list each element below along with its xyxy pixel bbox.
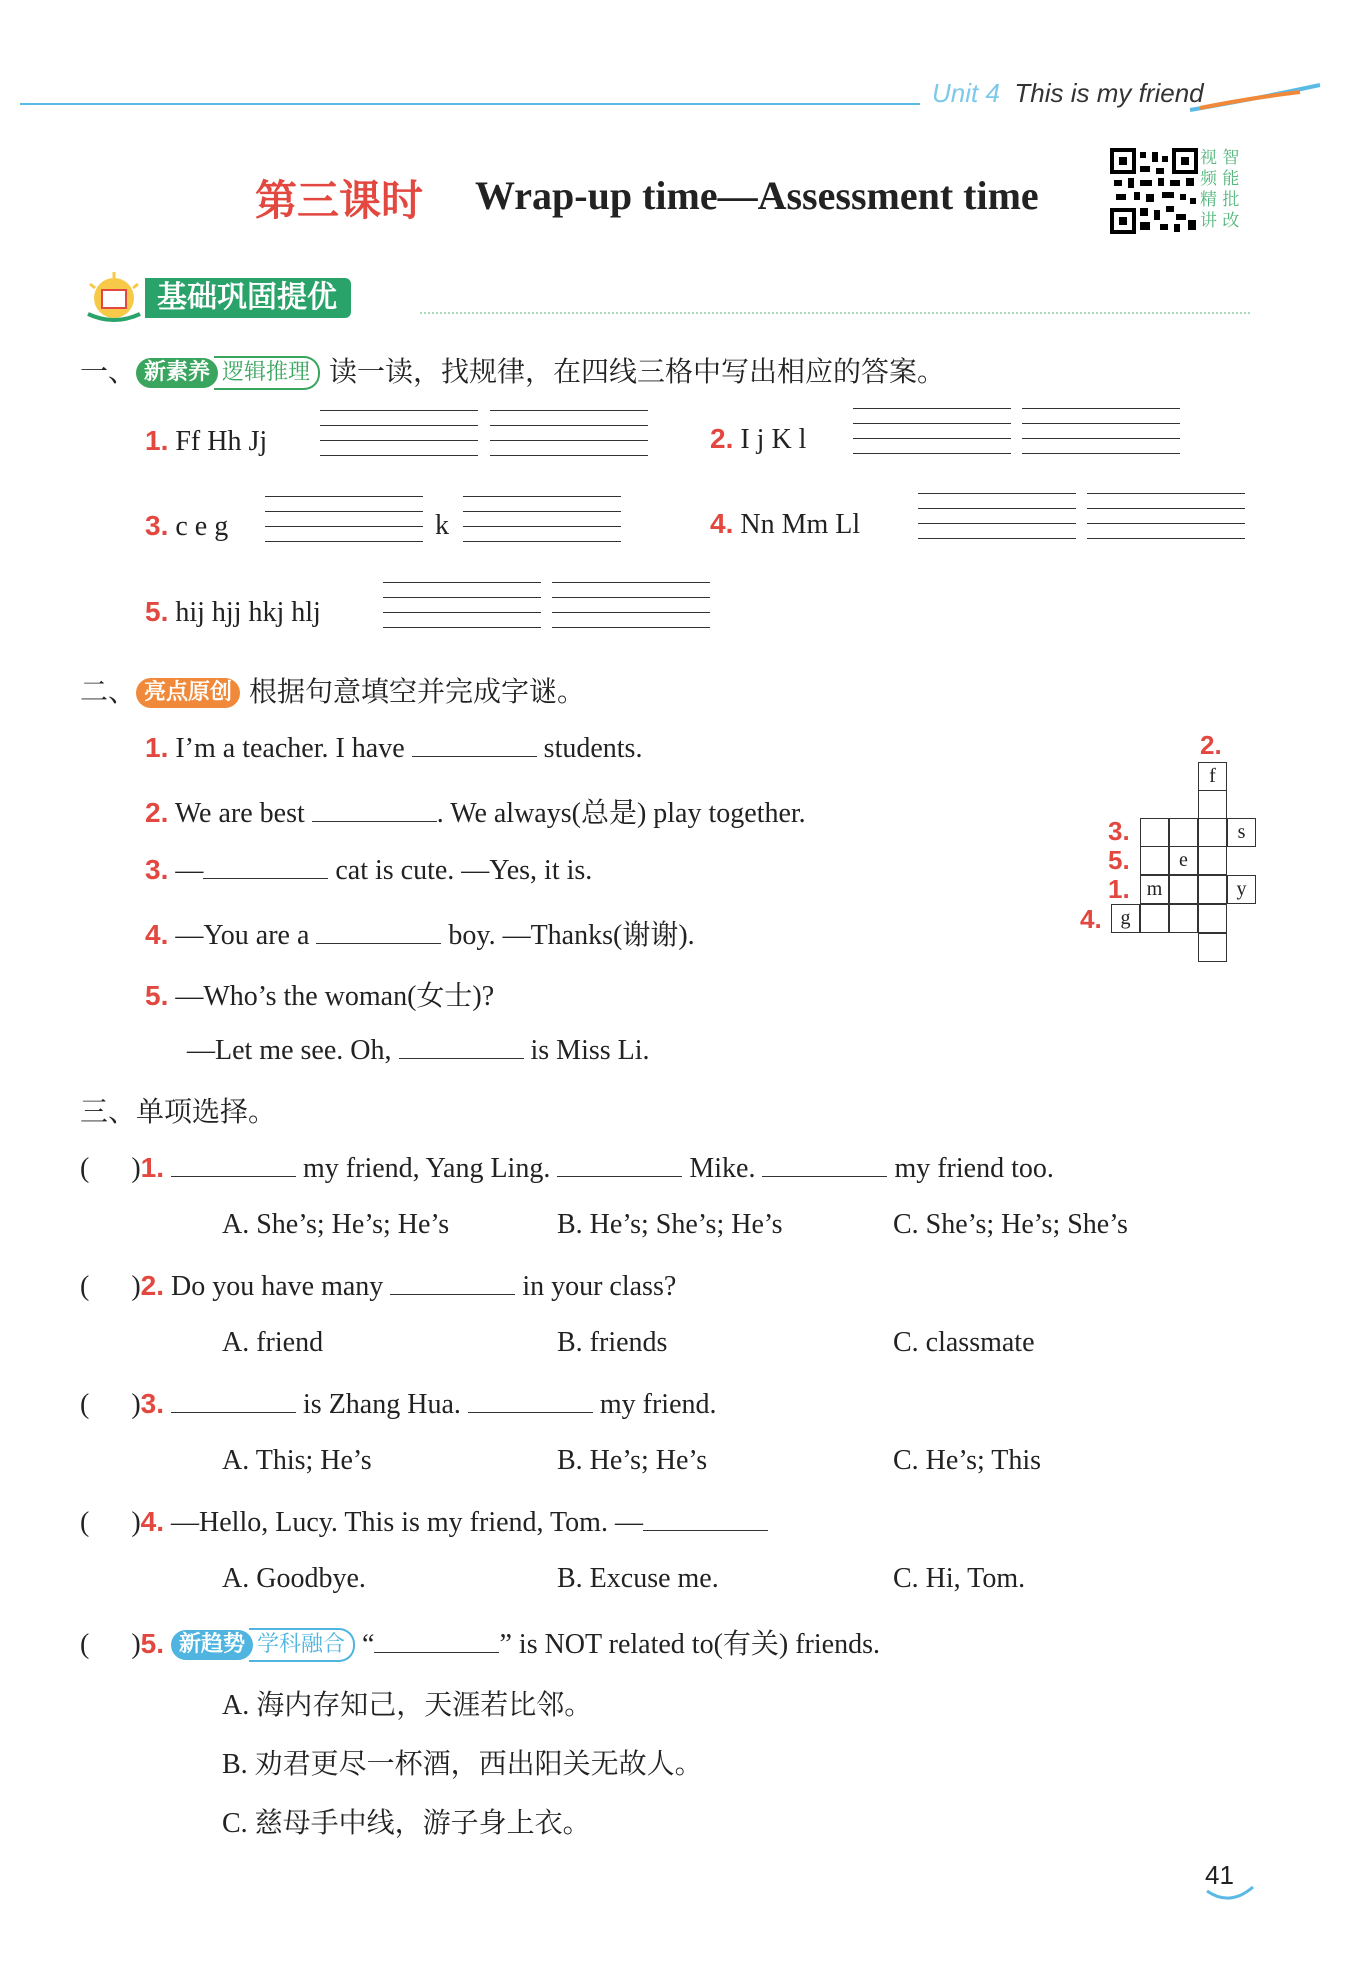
crossword-cell[interactable]: g: [1111, 904, 1140, 933]
p3-q1-opt-a[interactable]: A. She’s; He’s; He’s: [222, 1209, 450, 1240]
crossword-puzzle: [1080, 730, 1280, 970]
four-line-grid[interactable]: [320, 410, 478, 456]
part2-instruction: 根据句意填空并完成字谜。: [248, 675, 585, 708]
p3-q3-opt-c[interactable]: C. He’s; This: [893, 1445, 1042, 1476]
cw-label-4: 4.: [1080, 904, 1102, 934]
crossword-cell[interactable]: [1140, 818, 1169, 847]
crossword-cell[interactable]: [1198, 790, 1227, 819]
part1-heading: 一、 新素养 逻辑推理 读一读，找规律，在四线三格中写出相应的答案。: [80, 355, 945, 388]
answer-blank[interactable]: [374, 1626, 499, 1653]
crossword-cell[interactable]: m: [1140, 875, 1169, 904]
p3-q1-opt-b[interactable]: B. He’s; She’s; He’s: [557, 1209, 783, 1240]
tag-new-literacy: 新素养: [136, 358, 218, 388]
answer-paren[interactable]: ( ): [80, 1629, 141, 1660]
page-swoosh-icon: [1205, 1885, 1255, 1905]
p3-q5-opt-a[interactable]: A. 海内存知己，天涯若比邻。: [222, 1690, 593, 1721]
crossword-cell[interactable]: s: [1227, 818, 1256, 847]
four-line-grid[interactable]: [463, 496, 621, 542]
p2-item-5-answer: —Let me see. Oh, is Miss Li.: [187, 1032, 650, 1067]
answer-blank[interactable]: [557, 1150, 682, 1177]
crossword-cell[interactable]: [1140, 846, 1169, 875]
p2-item-5: 5. —Who’s the woman(女士)?: [145, 980, 495, 1012]
p1-item-4: 4. Nn Mm Ll: [710, 508, 861, 540]
four-line-grid[interactable]: [918, 493, 1076, 539]
unit-header: [932, 78, 1204, 109]
p3-q2-opt-b[interactable]: B. friends: [557, 1327, 668, 1358]
tag-highlight-original: 亮点原创: [136, 678, 240, 708]
unit-label: Unit 4: [932, 78, 1000, 108]
crossword-cell[interactable]: e: [1169, 846, 1198, 875]
four-line-grid[interactable]: [1087, 493, 1245, 539]
cw-label-3: 3.: [1108, 816, 1130, 846]
banner-dotted-rule: [420, 312, 1250, 314]
answer-blank[interactable]: [468, 1386, 593, 1413]
unit-title: This is my friend: [1014, 78, 1204, 108]
answer-paren[interactable]: ( ): [80, 1153, 141, 1184]
answer-paren[interactable]: ( ): [80, 1389, 141, 1420]
part3-instruction: 单项选择。: [136, 1095, 277, 1128]
qr-code-icon[interactable]: [1110, 148, 1198, 234]
four-line-grid[interactable]: [383, 582, 541, 628]
p3-q4: ( )4. —Hello, Lucy. This is my friend, Tom. —: [80, 1504, 768, 1539]
header-rule: [20, 103, 920, 105]
crossword-cell[interactable]: [1198, 875, 1227, 904]
section-banner: 基础巩固提优: [145, 278, 351, 318]
p3-q5: ( )5. 新趋势 学科融合 “ ” is NOT related to(有关) friends.: [80, 1628, 880, 1660]
part2-heading: 二、 亮点原创 根据句意填空并完成字谜。: [80, 675, 585, 708]
tag-new-trend: 新趋势: [171, 1630, 253, 1660]
crossword-cell[interactable]: f: [1198, 762, 1227, 791]
sun-book-icon: [82, 270, 148, 326]
p1-item-3-mid: k: [435, 510, 449, 541]
p3-q2: ( )2. Do you have many in your class?: [80, 1270, 677, 1302]
four-line-grid[interactable]: [552, 582, 710, 628]
p3-q5-opt-c[interactable]: C. 慈母手中线，游子身上衣。: [222, 1808, 591, 1839]
four-line-grid[interactable]: [490, 410, 648, 456]
answer-paren[interactable]: ( ): [80, 1271, 141, 1302]
answer-blank[interactable]: [399, 1032, 524, 1059]
crossword-cell[interactable]: [1198, 846, 1227, 875]
p2-item-1: 1. I’m a teacher. I have students.: [145, 732, 643, 764]
tag-interdisciplinary: 学科融合: [249, 1628, 355, 1662]
answer-blank[interactable]: [643, 1504, 768, 1531]
crossword-cell[interactable]: [1169, 875, 1198, 904]
answer-paren[interactable]: ( ): [80, 1507, 141, 1538]
cw-label-2: 2.: [1200, 730, 1222, 760]
crossword-cell[interactable]: [1198, 904, 1227, 933]
p3-q2-opt-c[interactable]: C. classmate: [893, 1327, 1035, 1358]
four-line-grid[interactable]: [1022, 408, 1180, 454]
p3-q4-opt-c[interactable]: C. Hi, Tom.: [893, 1563, 1026, 1594]
crossword-cell[interactable]: [1140, 904, 1169, 933]
crossword-cell[interactable]: [1198, 818, 1227, 847]
page-number: 41: [1205, 1860, 1234, 1890]
lesson-title-cn: 第三课时: [255, 176, 424, 225]
p3-q1-opt-c[interactable]: C. She’s; He’s; She’s: [893, 1209, 1128, 1240]
tag-logic: 逻辑推理: [214, 356, 320, 390]
p3-q4-opt-a[interactable]: A. Goodbye.: [222, 1563, 366, 1594]
crossword-cell[interactable]: [1169, 818, 1198, 847]
answer-blank[interactable]: [390, 1268, 515, 1295]
p1-item-1: 1. Ff Hh Jj: [145, 425, 268, 457]
answer-blank[interactable]: [203, 852, 328, 879]
p1-item-2: 2. I j K l: [710, 423, 807, 455]
part1-instruction: 读一读，找规律，在四线三格中写出相应的答案。: [328, 355, 945, 388]
cw-label-1: 1.: [1108, 874, 1130, 904]
cw-label-5: 5.: [1108, 845, 1130, 875]
answer-blank[interactable]: [762, 1150, 887, 1177]
four-line-grid[interactable]: [265, 496, 423, 542]
p1-item-3: 3. c e g: [145, 510, 229, 542]
p2-item-3: 3. — cat is cute. —Yes, it is.: [145, 854, 593, 886]
p3-q2-opt-a[interactable]: A. friend: [222, 1327, 324, 1358]
p3-q3-opt-a[interactable]: A. This; He’s: [222, 1445, 372, 1476]
p3-q3: ( )3. is Zhang Hua. my friend.: [80, 1388, 717, 1420]
p2-item-4: 4. —You are a boy. —Thanks(谢谢).: [145, 919, 695, 951]
crossword-cell[interactable]: [1198, 933, 1227, 962]
answer-blank[interactable]: [171, 1150, 296, 1177]
answer-blank[interactable]: [312, 795, 437, 822]
p3-q3-opt-b[interactable]: B. He’s; He’s: [557, 1445, 708, 1476]
part3-heading: 三、单项选择。: [80, 1095, 277, 1128]
four-line-grid[interactable]: [853, 408, 1011, 454]
answer-blank[interactable]: [412, 730, 537, 757]
crossword-cell[interactable]: [1169, 904, 1198, 933]
p2-item-2: 2. We are best . We always(总是) play together.: [145, 797, 806, 829]
crossword-cell[interactable]: y: [1227, 875, 1256, 904]
swoosh-icon: [1180, 80, 1330, 120]
p3-q1: ( )1. my friend, Yang Ling. Mike. my friend too.: [80, 1152, 1054, 1184]
lesson-title-en: Wrap-up time—Assessment time: [475, 173, 1039, 218]
p3-q4-opt-b[interactable]: B. Excuse me.: [557, 1563, 719, 1594]
qr-caption: 视 智 频 能 精 批 讲 改: [1200, 148, 1240, 231]
p3-q5-opt-b[interactable]: B. 劝君更尽一杯酒，西出阳关无故人。: [222, 1749, 703, 1780]
answer-blank[interactable]: [171, 1386, 296, 1413]
p1-item-5: 5. hij hjj hkj hlj: [145, 596, 321, 628]
answer-blank[interactable]: [316, 917, 441, 944]
